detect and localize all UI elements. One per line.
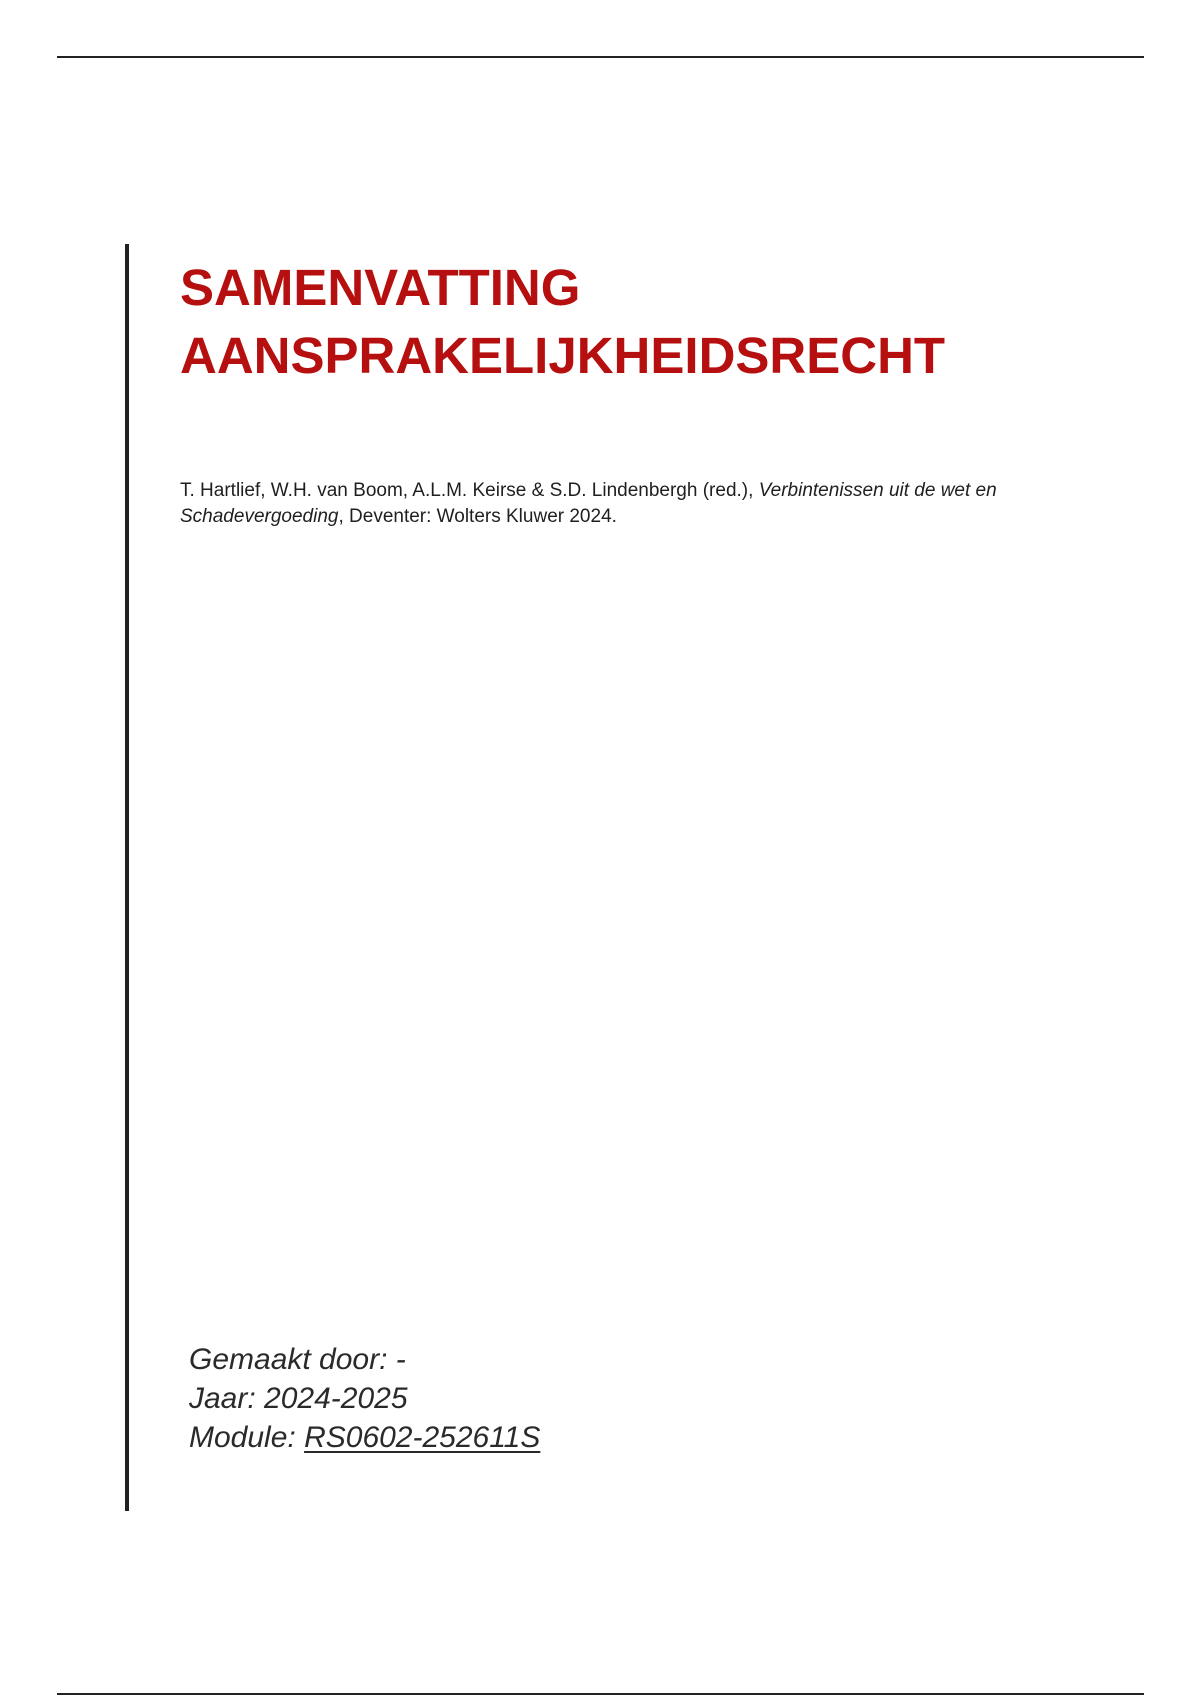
citation-book-title: Verbintenissen uit de wet en Schadevergoeding	[180, 480, 997, 527]
citation-publisher: , Deventer: Wolters Kluwer 2024.	[338, 506, 617, 527]
source-citation	[180, 478, 1110, 530]
made-by-label: Gemaakt door:	[189, 1343, 388, 1376]
top-rule	[57, 56, 1144, 58]
bottom-rule	[57, 1693, 1144, 1695]
title-line-2: AANSPRAKELIJKHEIDSRECHT	[180, 327, 946, 384]
module-label: Module:	[189, 1421, 296, 1454]
document-meta	[189, 1340, 540, 1457]
meta-made-by	[189, 1340, 540, 1379]
title-line-1: SAMENVATTING	[180, 259, 581, 316]
year-value: 2024-2025	[264, 1382, 408, 1415]
meta-year	[189, 1379, 540, 1418]
citation-authors: T. Hartlief, W.H. van Boom, A.L.M. Keirse & S.D. Lindenbergh (red.),	[180, 480, 759, 501]
meta-module	[189, 1418, 540, 1457]
left-accent-bar	[125, 244, 129, 1511]
year-label: Jaar:	[189, 1382, 256, 1415]
made-by-value: -	[395, 1343, 406, 1376]
module-link[interactable]: RS0602-252611S	[304, 1421, 541, 1454]
document-title	[180, 254, 945, 390]
